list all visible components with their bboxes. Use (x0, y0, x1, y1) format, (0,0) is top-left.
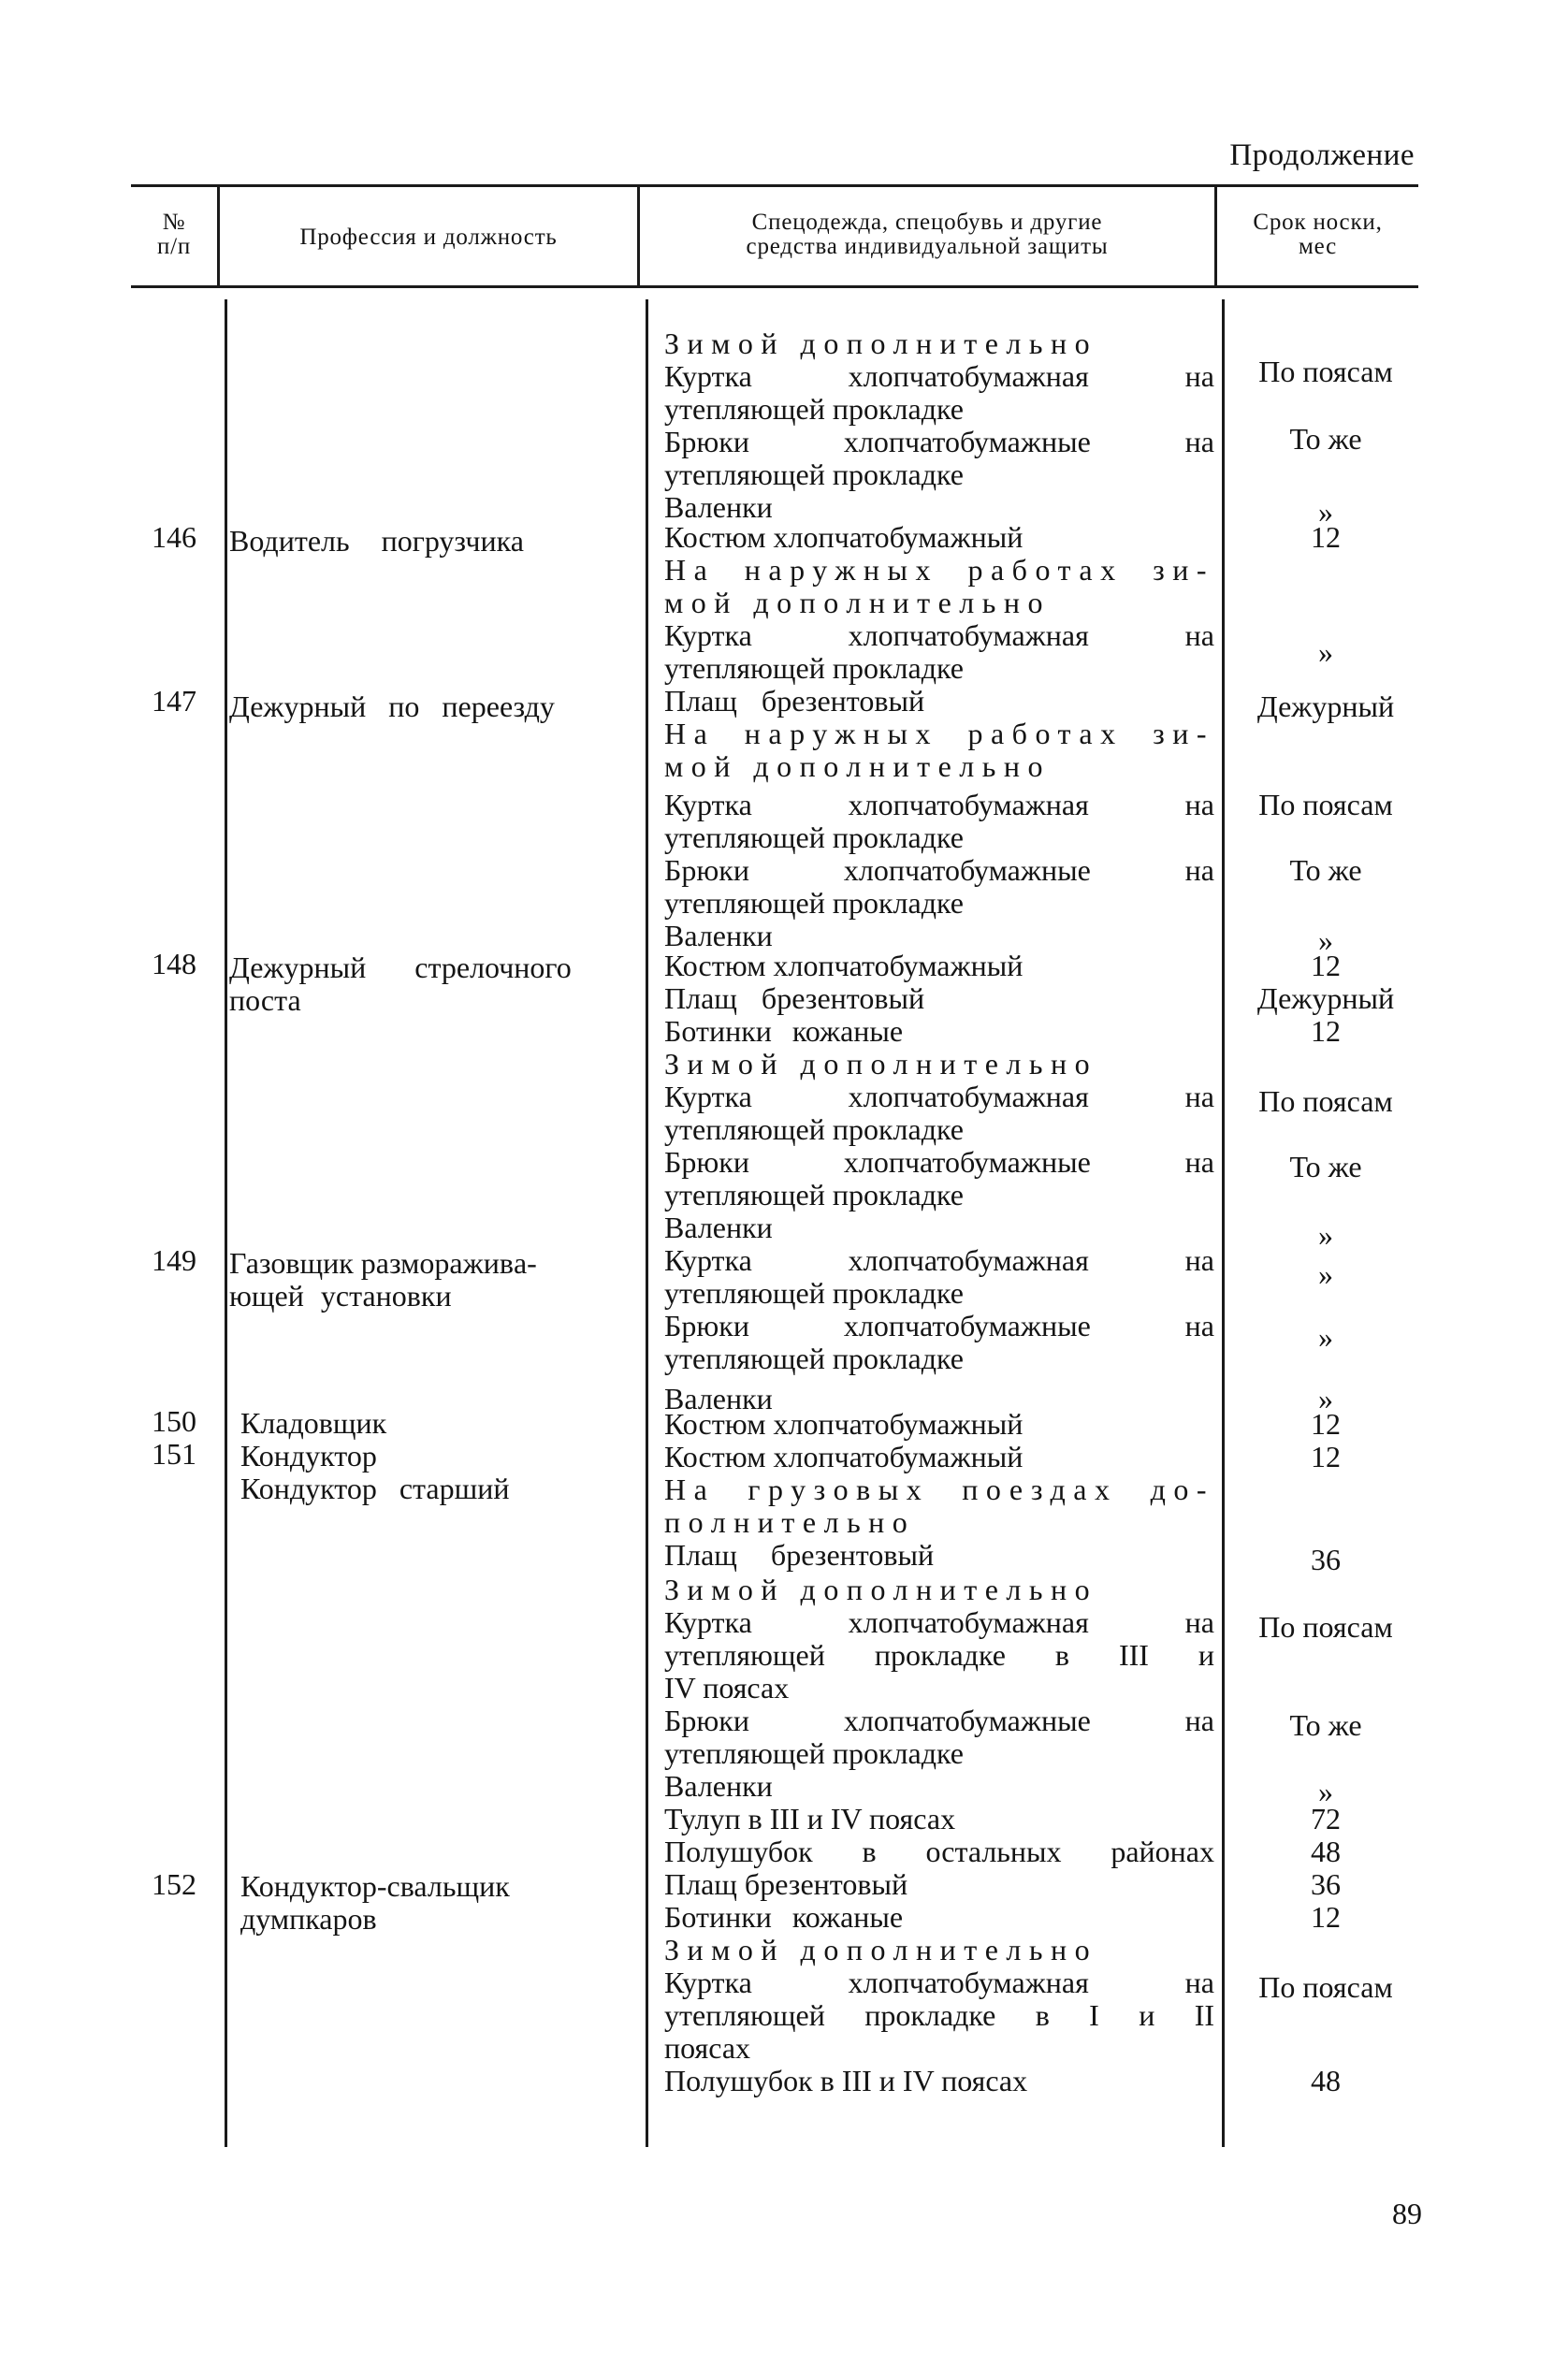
table-top-rule (131, 184, 1418, 187)
item-text: Куртка хлопчатобумажная на (664, 1243, 1214, 1277)
item-text: утепляющей прокладке (664, 1112, 964, 1146)
term-value: По поясам (1258, 788, 1393, 821)
item-text: IV поясах (664, 1671, 790, 1705)
item-text: утепляющей прокладке (664, 1736, 964, 1770)
item-subheading: На грузовых поездах до- (664, 1473, 1214, 1506)
term-value: 12 (1311, 1407, 1341, 1441)
header-profession: Профессия и должность (299, 225, 558, 250)
item-text: Брюки хлопчатобумажные на (664, 1145, 1214, 1179)
item-text: Куртка хлопчатобумажная на (664, 1605, 1214, 1639)
term-value: » (1318, 635, 1333, 669)
term-value: То же (1289, 1150, 1362, 1183)
profession-text: Кладовщик (240, 1406, 387, 1440)
item-text: Куртка хлопчатобумажная на (664, 1966, 1214, 1999)
item-subheading: Зимой дополнительно (664, 1047, 1098, 1081)
item-text: утепляющей прокладке (664, 1342, 964, 1375)
item-text: Полушубок в III и IV поясах (664, 2064, 1028, 2097)
profession-text: Кондуктор-свальщик (240, 1869, 510, 1903)
profession-text: Кондуктор старший (240, 1472, 510, 1505)
item-text: Валенки (664, 1211, 773, 1244)
profession-text: Дежурный стрелочного (229, 950, 572, 984)
item-text: утепляющей прокладке (664, 1178, 964, 1212)
term-value: Дежурный (1256, 689, 1395, 723)
item-text: утепляющей прокладке в I и II (664, 1998, 1214, 2032)
item-text: утепляющей прокладке (664, 886, 964, 920)
term-value: » (1318, 1382, 1333, 1415)
term-value: То же (1289, 853, 1362, 887)
term-value: То же (1289, 422, 1362, 456)
term-value: » (1318, 1320, 1333, 1354)
item-text: Валенки (664, 919, 773, 952)
item-text: Полушубок в остальных районах (664, 1835, 1214, 1868)
row-number: 151 (152, 1437, 196, 1471)
item-text: Костюм хлопчатобумажный (664, 520, 1024, 554)
item-text: Брюки хлопчатобумажные на (664, 853, 1214, 887)
item-text: Валенки (664, 1769, 773, 1803)
item-text: Куртка хлопчатобумажная на (664, 618, 1214, 652)
item-text: Плащ брезентовый (664, 684, 925, 718)
term-value: По поясам (1258, 1970, 1393, 2004)
header-items-line: Спецодежда, спецобувь и другие (751, 210, 1103, 235)
page-number: 89 (1392, 2197, 1422, 2230)
term-value: 12 (1311, 949, 1341, 982)
term-value: 12 (1311, 1440, 1341, 1473)
item-subheading: На наружных работах зи- (664, 553, 1214, 587)
item-text: утепляющей прокладке (664, 457, 964, 491)
item-subheading: На наружных работах зи- (664, 717, 1214, 750)
term-value: 48 (1311, 1835, 1341, 1868)
term-value: 12 (1311, 1900, 1341, 1934)
table-header-rule (131, 285, 1418, 288)
item-text: утепляющей прокладке в III и (664, 1638, 1214, 1672)
term-value: » (1318, 1218, 1333, 1252)
term-value: По поясам (1258, 355, 1393, 388)
item-text: Куртка хлопчатобумажная на (664, 1080, 1214, 1113)
item-text: Костюм хлопчатобумажный (664, 1407, 1024, 1441)
item-text: поясах (664, 2031, 751, 2065)
term-value: 12 (1311, 520, 1341, 554)
term-value: По поясам (1258, 1610, 1393, 1644)
item-text: Костюм хлопчатобумажный (664, 949, 1024, 982)
header-term-line: мес (1298, 234, 1338, 259)
term-value: » (1318, 1775, 1333, 1808)
item-text: Костюм хлопчатобумажный (664, 1440, 1024, 1473)
header-num-line: № (162, 210, 186, 235)
item-text: утепляющей прокладке (664, 651, 964, 685)
item-text: Плащ брезентовый (664, 1867, 908, 1901)
term-value: 48 (1311, 2064, 1341, 2097)
item-text: утепляющей прокладке (664, 1276, 964, 1310)
item-subheading: Зимой дополнительно (664, 1933, 1098, 1966)
item-text: Брюки хлопчатобумажные на (664, 1309, 1214, 1342)
profession-text: Газовщик размораживa- (229, 1246, 537, 1280)
header-num-line: п/п (156, 234, 192, 259)
profession-text: Кондуктор (240, 1439, 377, 1473)
row-number: 147 (152, 684, 196, 718)
header-term-line: Срок носки, (1253, 210, 1383, 235)
row-number: 152 (152, 1867, 196, 1901)
profession-text: поста (229, 983, 301, 1017)
row-number: 149 (152, 1243, 196, 1277)
term-value: То же (1289, 1708, 1362, 1742)
row-number: 150 (152, 1404, 196, 1438)
item-subheading: Зимой дополнительно (664, 326, 1098, 360)
column-divider (225, 299, 227, 2147)
row-number: 146 (152, 520, 196, 554)
item-text: Валенки (664, 1382, 773, 1415)
item-text: Валенки (664, 490, 773, 524)
item-text: Плащ брезентовый (664, 1538, 935, 1572)
term-value: 36 (1311, 1867, 1341, 1901)
column-divider (646, 299, 648, 2147)
item-text: Брюки хлопчатобумажные на (664, 1704, 1214, 1737)
item-text: Куртка хлопчатобумажная на (664, 788, 1214, 821)
item-text: Тулуп в III и IV поясах (664, 1802, 956, 1835)
header-items-line: средства индивидуальной защиты (746, 234, 1109, 259)
item-text: Плащ брезентовый (664, 981, 925, 1015)
term-value: 72 (1311, 1802, 1341, 1835)
term-value: По поясам (1258, 1084, 1393, 1118)
item-text: Ботинки кожаные (664, 1900, 904, 1934)
term-value: » (1318, 495, 1333, 529)
continuation-label: Продолжение (1229, 138, 1415, 172)
profession-text: думпкаров (240, 1902, 377, 1936)
header-items (640, 210, 1214, 259)
term-value: 36 (1311, 1543, 1341, 1576)
term-value: » (1318, 1257, 1333, 1291)
term-value: Дежурный (1256, 981, 1395, 1015)
term-value: 12 (1311, 1014, 1341, 1048)
header-term (1217, 210, 1418, 259)
header-num (131, 210, 217, 259)
item-text: утепляющей прокладке (664, 392, 964, 426)
item-text: Куртка хлопчатобумажная на (664, 359, 1214, 393)
row-number: 148 (152, 947, 196, 980)
item-text: Брюки хлопчатобумажные на (664, 425, 1214, 458)
item-subheading: полнительно (664, 1505, 916, 1539)
profession-text: Дежурный по переезду (229, 689, 555, 723)
item-text: утепляющей прокладке (664, 820, 964, 854)
item-subheading: мой дополнительно (664, 586, 1051, 619)
item-subheading: Зимой дополнительно (664, 1573, 1098, 1606)
item-text: Ботинки кожаные (664, 1014, 904, 1048)
item-subheading: мой дополнительно (664, 749, 1051, 783)
profession-text: ющей установки (229, 1279, 452, 1313)
term-value: » (1318, 923, 1333, 957)
profession-text: Водитель погрузчика (229, 524, 524, 558)
